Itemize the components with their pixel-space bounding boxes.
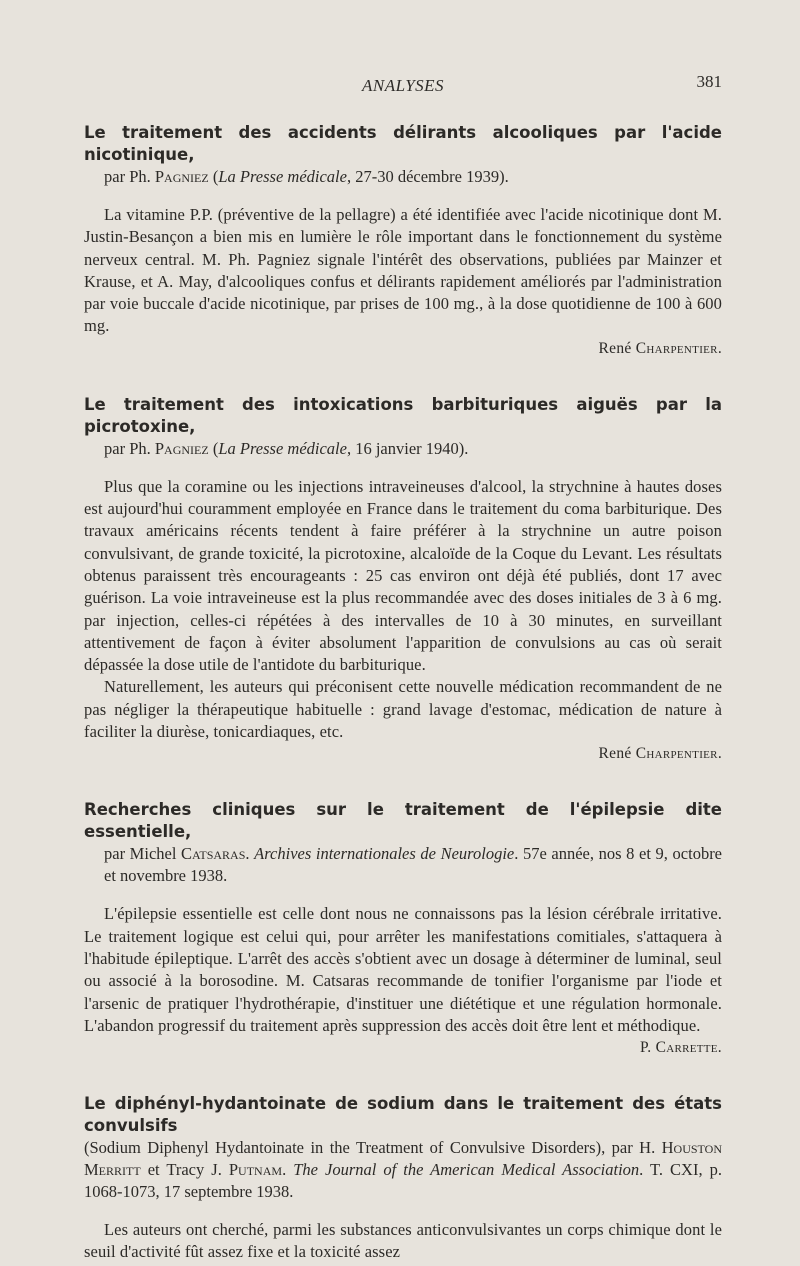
source-details: . T. CXI, p. 1068-1073, 17 septembre 1938. (84, 1160, 722, 1202)
signature (84, 743, 722, 765)
article-title: Le traitement des accidents délirants alcooliques par l'acide nicotinique, (84, 123, 722, 164)
signature-last-name: Charpentier. (635, 745, 722, 763)
article-epilepsy (84, 799, 722, 1059)
running-title: ANALYSES (361, 76, 445, 95)
source-author: Houston Merritt (84, 1138, 722, 1180)
running-header (84, 70, 722, 104)
article-nicotinic-acid (84, 122, 722, 360)
article-diphenylhydantoin (84, 1093, 722, 1264)
article-source (84, 166, 722, 188)
source-prefix: par Ph. (104, 167, 155, 186)
signature-last-name: Charpentier. (635, 339, 722, 357)
source-prefix: par Ph. (104, 438, 155, 458)
article-body (84, 903, 722, 1037)
signature-first-name: René (598, 745, 636, 763)
source-prefix: (Sodium Diphenyl Hydantoinate in the Treatment of Convulsive Disorders), par H. (84, 1138, 662, 1158)
source-author-2: Putnam (228, 1160, 283, 1180)
article-picrotoxin (84, 394, 722, 766)
source-author: Pagniez (154, 438, 209, 458)
article-body (84, 204, 722, 338)
article-body (84, 1219, 722, 1264)
source-separator-2: . (282, 1160, 294, 1180)
paragraph: Plus que la coramine ou les injections intraveineuses d'alcool, la strychnine à hautes doses est aujourd'hui couramment employée en France dans le traitement du coma barbiturique. Des travaux américains récents tendent à faire préférer à la strychnine un autre poison convulsivant, de grande toxicité, la picrotoxine, alcaloïde de la Coque du Levant. Les résultats obtenus paraissent très encourageants : 25 cas environ ont déjà été publiés, dont 17 avec guérison. La voie intraveineuse est la plus recommandée avec des doses initiales de 3 à 6 mg. par injection, celles-ci répétées à des intervalles de 10 à 30 minutes, en surveillant attentivement de façon à éviter absolument l'apparition de convulsions au cas où serait dépassée la dose utile de l'antidote du barbiturique. (84, 476, 722, 675)
source-details: , 27-30 décembre 1939). (346, 167, 509, 186)
source-author: Catsaras (181, 844, 246, 864)
paragraph: Naturellement, les auteurs qui préconisent cette nouvelle médication recommandent de ne pas négliger la thérapeutique habituelle : grand lavage d'estomac, médication de nature à faciliter la diurèse, tonicardiaques, etc. (84, 677, 722, 742)
source-prefix: par Michel (104, 844, 182, 864)
paragraph: L'épilepsie essentielle est celle dont nous ne connaissons pas la lésion cérébrale irritative. Le traitement logique est celui qui, pour arrêter les manifestations comitiales, s'attaquera à l'habitude épileptique. L'arrêt des accès s'obtient avec un dosage à déterminer de luminal, seul ou associé à la borosodine. M. Catsaras recommande de tonifier l'organisme par l'iode et l'arsenic de pratiquer l'hydrothérapie, d'instituer une diététique et une régulation hormonale. L'abandon progressif du traitement après suppression des accès doit être lent et méthodique. (84, 904, 722, 1035)
article-title: Recherches cliniques sur le traitement de l'épilepsie dite essentielle, (84, 800, 722, 842)
article-source (84, 1137, 722, 1203)
paragraph: La vitamine P.P. (préventive de la pellagre) a été identifiée avec l'acide nicotinique dont M. Justin-Besançon a bien mis en lumière le rôle important dans le fonctionnement du système nerveux central. M. Ph. Pagniez signale l'intérêt des observations, publiées par Mainzer et Krause, et A. May, d'alcooliques confus et délirants rapidement améliorés par l'administration par voie buccale d'acide nicotinique, par prises de 100 mg., à la dose quotidienne de 100 à 600 mg. (84, 205, 722, 336)
signature-first-name: René (598, 339, 636, 357)
source-journal: La Presse médicale (218, 438, 347, 458)
source-journal: Archives internationales de Neurologie (254, 844, 515, 864)
article-title: Le diphényl-hydantoinate de sodium dans le traitement des états convulsifs (84, 1094, 722, 1136)
article-source (84, 843, 722, 887)
signature-last-name: Carrette. (655, 1039, 722, 1057)
signature (84, 1037, 722, 1059)
source-separator: ( (208, 167, 219, 186)
signature-first-name: P. (640, 1039, 656, 1057)
source-details: . 57e année, nos 8 et 9, octobre et novembre 1938. (104, 844, 723, 886)
paragraph: Les auteurs ont cherché, parmi les substances anticonvulsivantes un corps chimique dont le seuil d'activité fût assez fixe et la toxicité assez (84, 1220, 722, 1262)
source-separator: et Tracy J. (140, 1160, 229, 1180)
article-source (84, 438, 722, 460)
source-details: , 16 janvier 1940). (346, 438, 469, 458)
article-heading (84, 1093, 722, 1137)
article-body (84, 476, 722, 744)
source-separator: . (245, 844, 255, 864)
source-separator: ( (208, 438, 219, 458)
article-title: Le traitement des intoxications barbituriques aiguës par la picrotoxine, (84, 394, 722, 436)
signature (84, 338, 722, 360)
page-number: 381 (696, 72, 722, 91)
source-journal: The Journal of the American Medical Association (293, 1160, 640, 1180)
source-author: Pagniez (154, 167, 209, 186)
source-journal: La Presse médicale (218, 167, 347, 186)
